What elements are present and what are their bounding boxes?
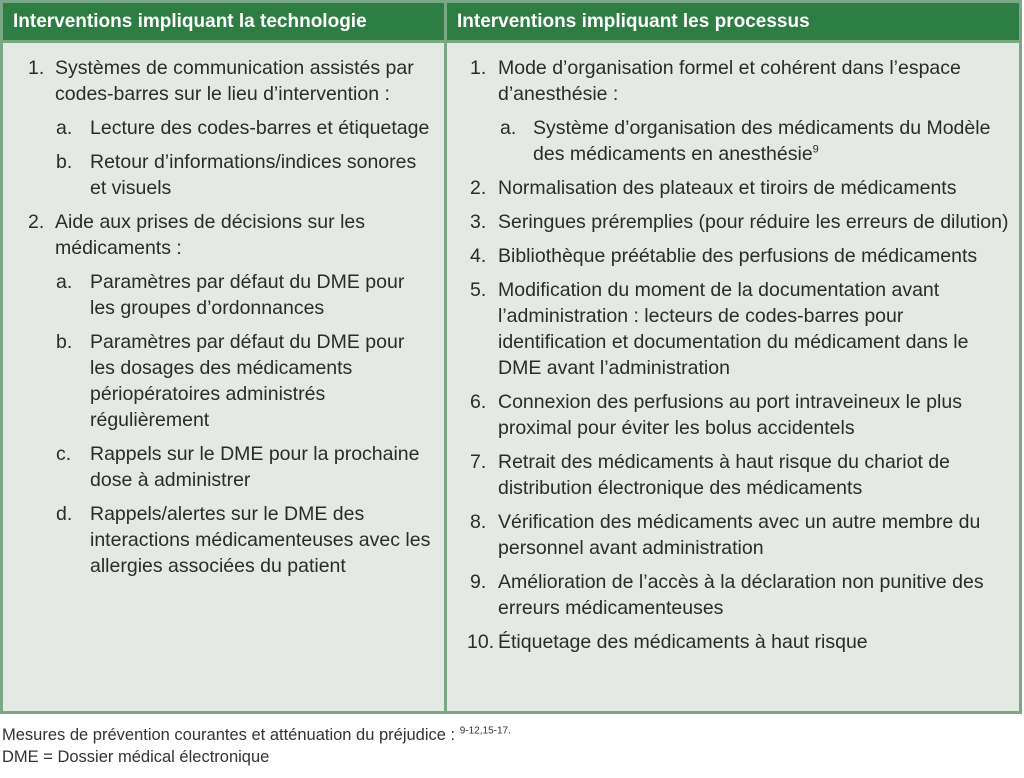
item-number: 3. [470,211,487,233]
sub-item-letter: a. [56,271,73,293]
list-item [447,509,1019,561]
item-text: Amélioration de l’accès à la déclaration non punitive des erreurs médicamenteuses [498,571,984,619]
list-item [3,55,444,201]
item-text: Mode d’organisation formel et cohérent dans l’espace d’anesthésie : [498,57,961,105]
sub-item [3,149,444,201]
item-number: 1. [470,57,487,79]
table-header [3,3,1019,43]
sub-item-letter: a. [500,117,517,139]
list-item [447,175,1019,201]
sub-item-text: Retour d’informations/indices sonores et visuels [90,151,417,199]
item-number: 1. [28,57,45,79]
list-item [447,243,1019,269]
table-footnotes [2,724,511,768]
item-text: Modification du moment de la documentation avant l’administration : lecteurs de codes-barres pour identification et documentation du médicament dans le DME avant l’administration [498,279,969,379]
item-number: 7. [470,451,487,473]
header-technology: Interventions impliquant la technologie [3,3,447,40]
processes-column [447,43,1019,711]
sub-item [447,115,1019,167]
item-number: 10. [467,631,495,653]
sub-item-text [533,115,1011,167]
header-processes: Interventions impliquant les processus [457,10,810,32]
item-text: Seringues préremplies (pour réduire les erreurs de dilution) [498,211,1009,233]
item-text: Systèmes de communication assistés par codes-barres sur le lieu d’intervention : [55,57,414,105]
item-text: Retrait des médicaments à haut risque du chariot de distribution électronique des médicaments [498,451,950,499]
footnote-abbreviation: DME = Dossier médical électronique [2,748,270,766]
item-number: 9. [470,571,487,593]
technology-column [3,43,447,711]
reference-superscript: 9 [812,143,819,156]
item-number: 2. [470,177,487,199]
item-text: Bibliothèque préétablie des perfusions de médicaments [498,245,978,267]
footnote-measures [2,724,511,746]
list-item [447,569,1019,621]
item-text: Normalisation des plateaux et tiroirs de médicaments [498,177,957,199]
sub-item-text-body: Système d’organisation des médicaments du Modèle des médicaments en anesthésie [533,117,991,165]
item-text: Aide aux prises de décisions sur les médicaments : [55,211,365,259]
footnote-text: Mesures de prévention courantes et atténuation du préjudice : [2,726,456,744]
sub-item [3,501,444,579]
footnote-references: 9-12,15-17. [459,725,511,737]
list-item [447,277,1019,381]
sub-item-text: Rappels/alertes sur le DME des interactions médicamenteuses avec les allergies associées du patient [90,503,431,577]
list-item [447,209,1019,235]
sub-item-text: Paramètres par défaut du DME pour les groupes d’ordonnances [90,271,405,319]
sub-item [3,269,444,321]
sub-item-letter: d. [56,503,73,525]
item-number: 5. [470,279,487,301]
item-text: Vérification des médicaments avec un autre membre du personnel avant administration [498,511,981,559]
sub-item-letter: c. [56,443,72,465]
item-number: 8. [470,511,487,533]
list-item [447,449,1019,501]
item-text: Connexion des perfusions au port intraveineux le plus proximal pour éviter les bolus accidentels [498,391,962,439]
item-number: 4. [470,245,487,267]
sub-item-text: Paramètres par défaut du DME pour les dosages des médicaments périopératoires administrés régulièrement [90,331,405,431]
sub-item-letter: a. [56,117,73,139]
list-item [447,389,1019,441]
item-text: Étiquetage des médicaments à haut risque [498,631,868,653]
sub-item-letter: b. [56,151,73,173]
item-number: 2. [28,211,45,233]
item-number: 6. [470,391,487,413]
list-item [3,209,444,579]
sub-item-text: Rappels sur le DME pour la prochaine dose à administrer [90,443,420,491]
table-body [3,43,1019,711]
sub-item-text: Lecture des codes-barres et étiquetage [90,117,430,139]
sub-item [3,115,444,141]
list-item [447,629,1019,655]
sub-item [3,441,444,493]
sub-item-letter: b. [56,331,73,353]
list-item [447,55,1019,167]
sub-item [3,329,444,433]
